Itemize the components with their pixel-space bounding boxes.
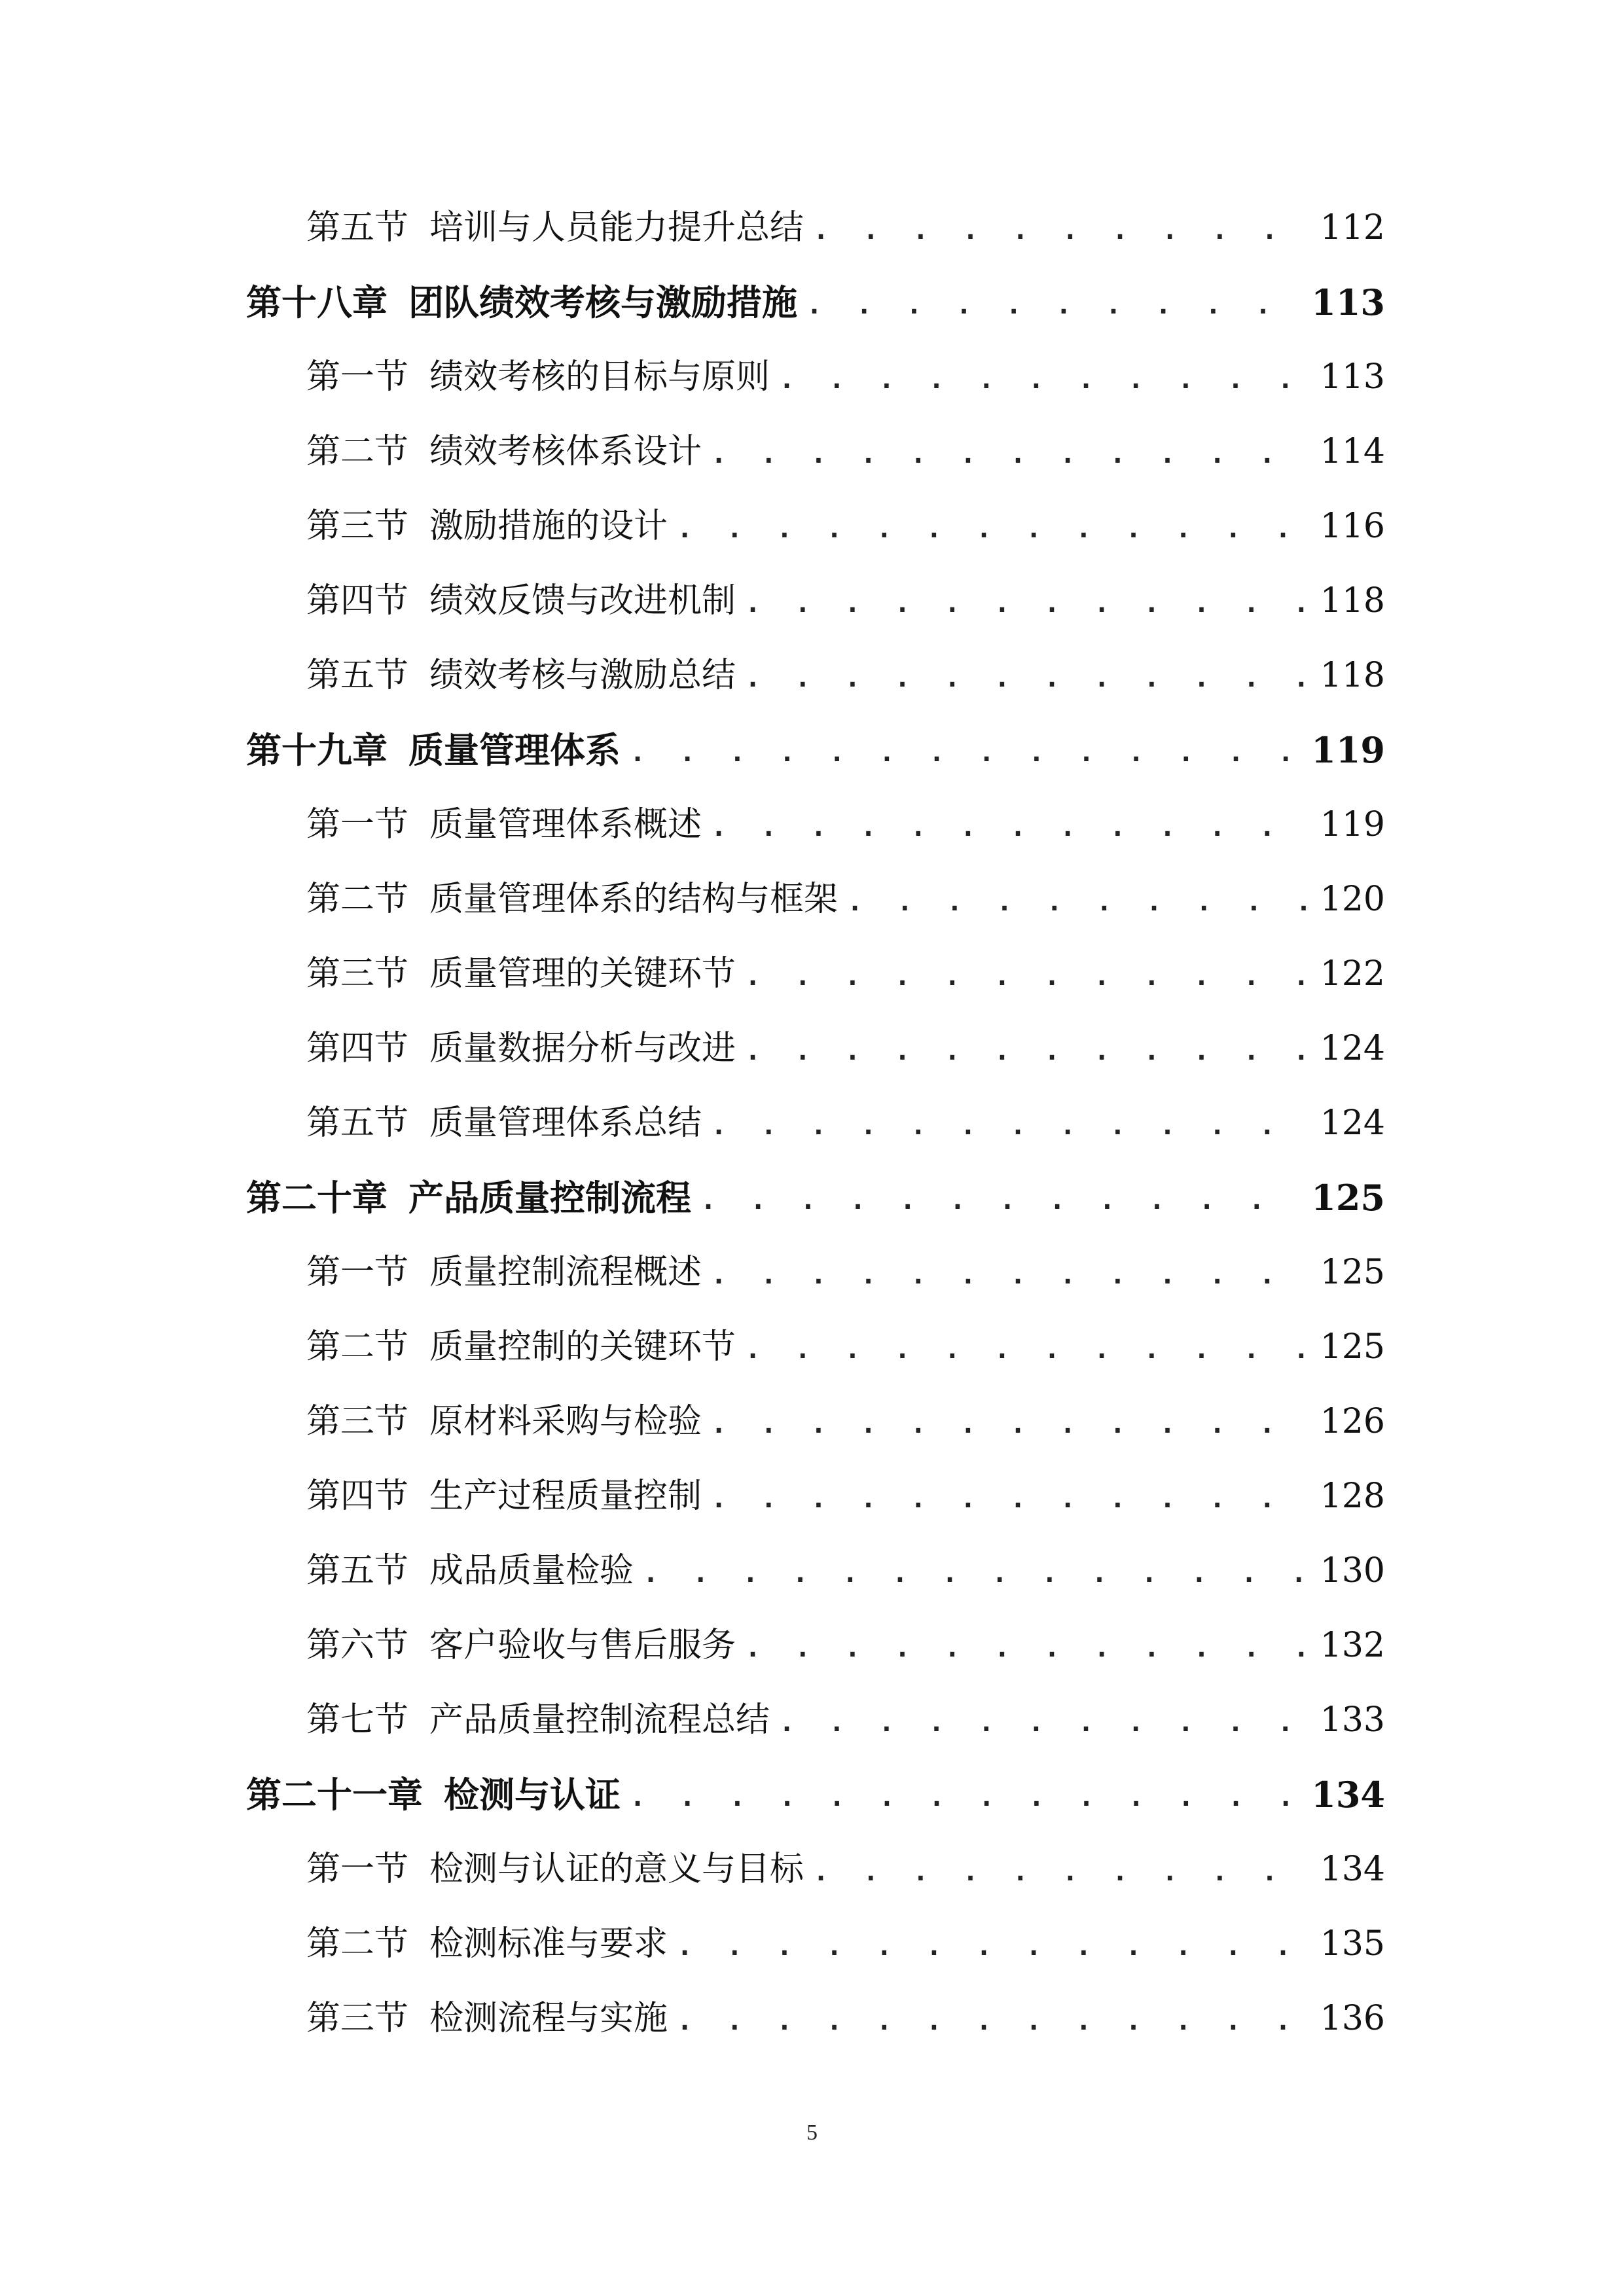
dot-leader <box>711 1406 1311 1443</box>
toc-entry[interactable] <box>246 712 1385 771</box>
toc-entry-number: 第一节 <box>306 1850 409 1889</box>
toc-entry-number: 第五节 <box>306 1551 409 1590</box>
toc-entry-page: 113 <box>1320 357 1385 397</box>
toc-entry-number: 第三节 <box>306 954 409 994</box>
toc-entry-title: 绩效考核的目标与原则 <box>429 357 770 397</box>
toc-entry-number: 第六节 <box>306 1626 409 1665</box>
toc-entry[interactable] <box>306 488 1385 547</box>
toc-entry-page: 113 <box>1311 281 1385 323</box>
toc-entry-title: 质量控制流程概述 <box>429 1253 702 1292</box>
toc-entry-number: 第二节 <box>306 432 409 471</box>
toc-entry-title: 检测与认证的意义与目标 <box>429 1850 804 1889</box>
toc-entry[interactable] <box>306 1384 1385 1443</box>
toc-entry-title: 质量管理体系 <box>408 729 621 771</box>
toc-entry[interactable] <box>306 936 1385 995</box>
dot-leader <box>630 1779 1302 1816</box>
toc-entry-page: 112 <box>1320 208 1385 247</box>
dot-leader <box>745 585 1311 622</box>
toc-entry-page: 136 <box>1320 1999 1385 2038</box>
toc-entry-title: 绩效考核与激励总结 <box>429 656 736 695</box>
toc-entry-title: 检测流程与实施 <box>429 1999 668 2038</box>
toc-entry-number: 第一节 <box>306 1253 409 1292</box>
toc-entry-title: 团队绩效考核与激励措施 <box>408 281 797 323</box>
dot-leader <box>745 1630 1311 1666</box>
toc-entry-page: 116 <box>1320 507 1385 546</box>
toc-entry[interactable] <box>306 1981 1385 2039</box>
toc-entry-number: 第七节 <box>306 1700 409 1740</box>
toc-entry-page: 133 <box>1320 1700 1385 1740</box>
toc-entry-page: 119 <box>1311 729 1385 771</box>
dot-leader <box>847 884 1311 920</box>
toc-entry-title: 产品质量控制流程 <box>408 1177 691 1219</box>
toc-entry-page: 130 <box>1320 1551 1385 1590</box>
toc-entry-number: 第二节 <box>306 1924 409 1964</box>
toc-entry-number: 第二节 <box>306 1327 409 1367</box>
toc-entry-page: 124 <box>1320 1029 1385 1068</box>
toc-entry-title: 成品质量检验 <box>429 1551 634 1590</box>
toc-entry-page: 134 <box>1311 1774 1385 1816</box>
dot-leader <box>643 1555 1311 1592</box>
toc-entry-title: 生产过程质量控制 <box>429 1477 702 1516</box>
dot-leader <box>813 1854 1311 1890</box>
toc-entry-page: 119 <box>1320 805 1385 844</box>
toc-entry-title: 质量管理体系的结构与框架 <box>429 880 839 919</box>
dot-leader <box>806 287 1302 323</box>
toc-entry-number: 第二十章 <box>246 1177 388 1219</box>
toc-entry-number: 第五节 <box>306 656 409 695</box>
toc-entry-title: 检测标准与要求 <box>429 1924 668 1964</box>
toc-entry-number: 第四节 <box>306 1477 409 1516</box>
toc-entry[interactable] <box>306 563 1385 622</box>
dot-leader <box>779 361 1311 398</box>
toc-entry[interactable] <box>306 1458 1385 1517</box>
dot-leader <box>745 660 1311 696</box>
toc-entry-page: 135 <box>1320 1924 1385 1964</box>
toc-entry-number: 第二节 <box>306 880 409 919</box>
toc-entry[interactable] <box>306 1607 1385 1666</box>
toc-entry-page: 125 <box>1320 1327 1385 1367</box>
dot-leader <box>745 1033 1311 1069</box>
toc-entry-title: 客户验收与售后服务 <box>429 1626 736 1665</box>
toc-entry[interactable] <box>306 414 1385 473</box>
toc-entry-title: 激励措施的设计 <box>429 507 668 546</box>
toc-entry[interactable] <box>246 264 1385 323</box>
toc-entry-number: 第四节 <box>306 581 409 620</box>
dot-leader <box>813 212 1311 249</box>
toc-entry-title: 产品质量控制流程总结 <box>429 1700 770 1740</box>
toc-entry-page: 124 <box>1320 1103 1385 1143</box>
dot-leader <box>711 436 1311 473</box>
dot-leader <box>711 1480 1311 1517</box>
toc-entry-page: 128 <box>1320 1477 1385 1516</box>
toc-entry-title: 质量管理体系总结 <box>429 1103 702 1143</box>
toc-entry[interactable] <box>306 787 1385 846</box>
toc-entry-number: 第一节 <box>306 357 409 397</box>
toc-entry[interactable] <box>306 339 1385 398</box>
toc-entry-title: 绩效反馈与改进机制 <box>429 581 736 620</box>
toc-entry[interactable] <box>306 1533 1385 1592</box>
toc-entry-number: 第三节 <box>306 507 409 546</box>
dot-leader <box>711 1107 1311 1144</box>
toc-entry[interactable] <box>306 1234 1385 1293</box>
toc-entry-page: 126 <box>1320 1402 1385 1441</box>
toc-entry-page: 125 <box>1311 1177 1385 1219</box>
toc-entry[interactable] <box>306 1085 1385 1144</box>
dot-leader <box>745 958 1311 995</box>
toc-entry[interactable] <box>306 1011 1385 1069</box>
toc-entry[interactable] <box>306 190 1385 249</box>
dot-leader <box>677 511 1311 547</box>
toc-entry-page: 114 <box>1320 432 1385 471</box>
toc-entry-page: 118 <box>1320 581 1385 620</box>
toc-entry-title: 质量控制的关键环节 <box>429 1327 736 1367</box>
toc-entry-number: 第二十一章 <box>246 1774 423 1816</box>
toc-entry-title: 质量数据分析与改进 <box>429 1029 736 1068</box>
dot-leader <box>677 2003 1311 2039</box>
toc-entry-page: 134 <box>1320 1850 1385 1889</box>
dot-leader <box>779 1704 1311 1741</box>
toc-entry[interactable] <box>306 1309 1385 1368</box>
dot-leader <box>745 1331 1311 1368</box>
toc-entry-number: 第一节 <box>306 805 409 844</box>
page-number: 5 <box>806 2121 818 2145</box>
toc-entry-page: 120 <box>1320 880 1385 919</box>
dot-leader <box>711 809 1311 846</box>
toc-entry-number: 第三节 <box>306 1999 409 2038</box>
toc-entry[interactable] <box>306 861 1385 920</box>
toc-entry[interactable] <box>306 1831 1385 1890</box>
toc-entry-page: 122 <box>1320 954 1385 994</box>
toc-entry-title: 绩效考核体系设计 <box>429 432 702 471</box>
toc-entry-page: 132 <box>1320 1626 1385 1665</box>
toc-entry[interactable] <box>306 637 1385 696</box>
toc-entry[interactable] <box>246 1757 1385 1816</box>
toc-entry-number: 第五节 <box>306 208 409 247</box>
toc-entry-page: 118 <box>1320 656 1385 695</box>
dot-leader <box>700 1182 1302 1219</box>
dot-leader <box>630 734 1302 771</box>
toc-entry-title: 检测与认证 <box>444 1774 621 1816</box>
toc-entry-title: 质量管理体系概述 <box>429 805 702 844</box>
toc-entry-number: 第五节 <box>306 1103 409 1143</box>
toc-entry-page: 125 <box>1320 1253 1385 1292</box>
toc-entry-number: 第四节 <box>306 1029 409 1068</box>
toc-entry-title: 质量管理的关键环节 <box>429 954 736 994</box>
dot-leader <box>677 1928 1311 1965</box>
toc-entry-number: 第十八章 <box>246 281 388 323</box>
toc-entry-number: 第十九章 <box>246 729 388 771</box>
toc-entry-title: 培训与人员能力提升总结 <box>429 208 804 247</box>
toc-entry[interactable] <box>246 1160 1385 1219</box>
dot-leader <box>711 1257 1311 1293</box>
toc-entry-number: 第三节 <box>306 1402 409 1441</box>
toc-entry[interactable] <box>306 1906 1385 1965</box>
toc-entry[interactable] <box>306 1682 1385 1741</box>
toc-entry-title: 原材料采购与检验 <box>429 1402 702 1441</box>
